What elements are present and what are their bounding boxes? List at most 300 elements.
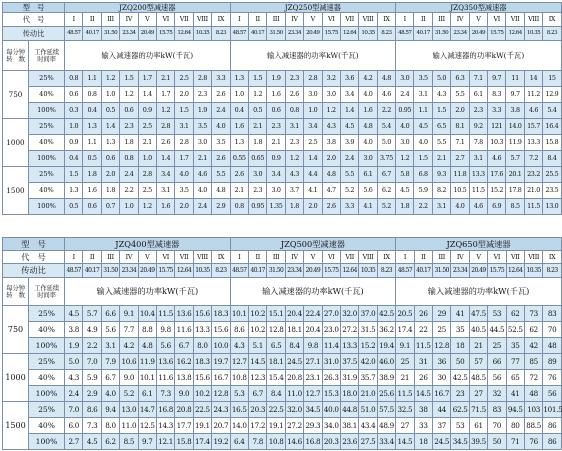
power-value: 3.1 xyxy=(414,87,432,103)
power-value: 4.7 xyxy=(322,183,340,199)
power-value: 3.1 xyxy=(101,338,119,354)
power-value: 47.5 xyxy=(469,306,487,322)
power-value: 0.3 xyxy=(65,103,83,119)
power-value: 20.7 xyxy=(212,418,230,434)
power-value: 10.3 xyxy=(488,135,506,151)
power-value: 15.2 xyxy=(488,183,506,199)
power-value: 2.6 xyxy=(212,151,230,167)
ratio-value: 31.50 xyxy=(101,264,119,278)
gear-label: VI xyxy=(488,251,506,264)
ratio-value: 15.75 xyxy=(488,264,506,278)
power-value: 1.8 xyxy=(101,183,119,199)
gear-label: VII xyxy=(340,251,358,264)
power-value: 34.5 xyxy=(304,402,322,418)
power-value: 3.2 xyxy=(322,71,340,87)
power-value: 34.5 xyxy=(451,434,469,450)
power-value: 3.75 xyxy=(377,151,395,167)
power-value: 1.1 xyxy=(83,135,101,151)
gear-label: V xyxy=(304,251,322,264)
gear-label: I xyxy=(396,251,414,264)
duty-value: 40% xyxy=(29,183,65,199)
power-value: 7.1 xyxy=(451,135,469,151)
power-value: 1.0 xyxy=(101,87,119,103)
power-value: 30 xyxy=(433,370,451,386)
power-value: 8.1 xyxy=(451,119,469,135)
power-value: 8.4 xyxy=(543,151,561,167)
power-value: 18.1 xyxy=(285,322,303,338)
power-value: 2.3 xyxy=(120,119,138,135)
power-value: 57 xyxy=(469,354,487,370)
ratio-value: 8.23 xyxy=(377,27,395,41)
power-value: 23.2 xyxy=(524,167,542,183)
data-row xyxy=(3,306,562,322)
speed-value: 1500 xyxy=(3,167,29,215)
power-value: 53 xyxy=(488,306,506,322)
power-value: 6.3 xyxy=(451,71,469,87)
duty-value: 100% xyxy=(29,199,65,215)
power-value: 8.5 xyxy=(120,434,138,450)
gear-label: IX xyxy=(377,251,395,264)
power-value: 2.2 xyxy=(414,199,432,215)
data-row xyxy=(3,402,562,418)
code-row xyxy=(3,13,562,27)
gear-label: VI xyxy=(156,251,174,264)
power-value: 18 xyxy=(451,338,469,354)
power-value: 27.2 xyxy=(340,322,358,338)
model-name: JZQ400型减速器 xyxy=(65,238,231,251)
power-value: 2.3 xyxy=(469,103,487,119)
power-value: 8.4 xyxy=(285,338,303,354)
power-value: 88.5 xyxy=(524,418,542,434)
power-value: 2.7 xyxy=(451,151,469,167)
power-value: 15.6 xyxy=(193,370,211,386)
power-value: 6.9 xyxy=(488,199,506,215)
power-value: 13.3 xyxy=(469,167,487,183)
power-value: 8.6 xyxy=(230,322,248,338)
power-value: 10.6 xyxy=(120,354,138,370)
gear-label: V xyxy=(138,251,156,264)
power-value: 3.7 xyxy=(285,183,303,199)
ratio-value: 12.64 xyxy=(175,27,193,41)
power-value: 27.2 xyxy=(285,418,303,434)
power-value: 12.1 xyxy=(156,434,174,450)
gear-label: IV xyxy=(451,13,469,27)
power-value: 4.6 xyxy=(488,151,506,167)
ratio-value: 8.23 xyxy=(377,264,395,278)
power-value: 24.3 xyxy=(212,402,230,418)
gear-label: VI xyxy=(322,13,340,27)
power-value: 0.5 xyxy=(101,103,119,119)
power-value: 1.8 xyxy=(83,167,101,183)
gear-label: V xyxy=(304,13,322,27)
power-value: 1.2 xyxy=(156,103,174,119)
power-value: 0.4 xyxy=(65,151,83,167)
power-value: 10.5 xyxy=(451,183,469,199)
power-value: 7.3 xyxy=(156,386,174,402)
power-value: 12.9 xyxy=(543,87,561,103)
power-value: 11.4 xyxy=(322,338,340,354)
power-value: 9.7 xyxy=(506,87,524,103)
power-value: 20.3 xyxy=(322,434,340,450)
power-value: 48 xyxy=(524,386,542,402)
power-value: 0.6 xyxy=(83,199,101,215)
power-value: 17.7 xyxy=(175,418,193,434)
power-value: 10.2 xyxy=(193,386,211,402)
power-value: 50 xyxy=(488,434,506,450)
power-value: 2.3 xyxy=(285,135,303,151)
gear-label: I xyxy=(230,13,248,27)
power-value: 2.4 xyxy=(120,167,138,183)
power-value: 15.8 xyxy=(175,434,193,450)
power-value: 71 xyxy=(506,434,524,450)
ratio-value: 31.50 xyxy=(267,264,285,278)
power-value: 14.5 xyxy=(249,354,267,370)
data-row xyxy=(3,87,562,103)
power-value: 3.5 xyxy=(193,119,211,135)
ratio-value: 15.75 xyxy=(156,27,174,41)
power-value: 15.7 xyxy=(524,119,542,135)
power-value: 8.0 xyxy=(101,418,119,434)
data-row xyxy=(3,322,562,338)
power-value: 27 xyxy=(469,386,487,402)
ratio-value: 48.57 xyxy=(396,27,414,41)
power-value: 3.0 xyxy=(359,151,377,167)
power-value: 42 xyxy=(524,338,542,354)
power-value: 20.3 xyxy=(249,402,267,418)
power-value: 10.8 xyxy=(230,370,248,386)
power-value: 9.8 xyxy=(156,322,174,338)
model-name: JZQ250型减速器 xyxy=(230,3,396,13)
power-value: 48.9 xyxy=(377,418,395,434)
power-value: 26.3 xyxy=(322,370,340,386)
power-value: 1.8 xyxy=(120,135,138,151)
ratio-value: 31.50 xyxy=(101,27,119,41)
gear-label: II xyxy=(83,251,101,264)
power-value: 42.5 xyxy=(451,370,469,386)
power-value: 1.4 xyxy=(340,103,358,119)
power-value: 2.0 xyxy=(175,199,193,215)
power-value: 1.7 xyxy=(138,71,156,87)
power-value: 12.8 xyxy=(267,322,285,338)
spec-table-2 xyxy=(2,237,562,450)
power-value: 11.5 xyxy=(469,183,487,199)
power-value: 1.4 xyxy=(304,151,322,167)
power-value: 9.1 xyxy=(120,306,138,322)
data-row xyxy=(3,119,562,135)
power-value: 83 xyxy=(543,306,561,322)
power-note: 输入减速器的功率kW(千瓦) xyxy=(230,278,396,306)
power-value: 3.5 xyxy=(175,183,193,199)
power-note-row xyxy=(3,41,562,71)
power-value: 1.9 xyxy=(193,103,211,119)
power-value: 9.2 xyxy=(469,119,487,135)
power-value: 12.7 xyxy=(230,354,248,370)
ratio-value: 8.23 xyxy=(212,264,230,278)
power-value: 3.0 xyxy=(267,183,285,199)
gear-label: VII xyxy=(175,13,193,27)
power-value: 16.7 xyxy=(212,370,230,386)
power-value: 11.5 xyxy=(414,338,432,354)
power-value: 2.2 xyxy=(120,183,138,199)
power-value: 3.6 xyxy=(340,71,358,87)
power-value: 5.9 xyxy=(414,183,432,199)
power-value: 6.7 xyxy=(377,167,395,183)
power-value: 5.2 xyxy=(340,183,358,199)
power-value: 4.3 xyxy=(322,119,340,135)
power-value: 5.0 xyxy=(377,135,395,151)
power-value: 1.6 xyxy=(267,87,285,103)
power-value: 4.0 xyxy=(451,199,469,215)
power-value: 0.95 xyxy=(248,199,266,215)
power-value: 13.0 xyxy=(120,402,138,418)
gear-label: II xyxy=(248,13,266,27)
power-value: 77 xyxy=(506,354,524,370)
duty-value: 100% xyxy=(29,386,65,402)
ratio-value: 31.50 xyxy=(433,264,451,278)
power-value: 7.9 xyxy=(101,354,119,370)
power-value: 1.0 xyxy=(230,87,248,103)
duty-value: 40% xyxy=(29,322,65,338)
power-value: 11.5 xyxy=(396,386,414,402)
duty-value: 25% xyxy=(29,306,65,322)
power-value: 2.1 xyxy=(432,151,450,167)
ratio-value: 8.23 xyxy=(543,264,561,278)
ratio-value: 31.50 xyxy=(267,27,285,41)
power-value: 15 xyxy=(543,71,561,87)
power-value: 9.8 xyxy=(304,338,322,354)
ratio-value: 15.75 xyxy=(488,27,506,41)
power-value: 1.7 xyxy=(175,151,193,167)
power-value: 17.4 xyxy=(396,322,414,338)
power-value: 19.4 xyxy=(377,338,395,354)
power-value: 3.0 xyxy=(322,87,340,103)
duty-header: 工作延续 时间率 xyxy=(29,278,65,306)
power-value: 103 xyxy=(524,402,542,418)
power-value: 42.5 xyxy=(377,306,395,322)
power-value: 19.2 xyxy=(212,434,230,450)
power-value: 11.0 xyxy=(285,386,303,402)
power-value: 15.6 xyxy=(212,322,230,338)
power-value: 1.5 xyxy=(120,71,138,87)
power-value: 5.7 xyxy=(506,151,524,167)
gear-label: IV xyxy=(285,13,303,27)
power-value: 6.5 xyxy=(267,338,285,354)
power-value: 40.5 xyxy=(469,322,487,338)
model-label: 型 号 xyxy=(3,3,65,13)
power-value: 35 xyxy=(451,322,469,338)
power-value: 4.0 xyxy=(175,167,193,183)
model-row xyxy=(3,238,562,251)
power-value: 13.3 xyxy=(524,135,542,151)
power-value: 20.1 xyxy=(506,167,524,183)
power-value: 1.9 xyxy=(65,338,83,354)
ratio-value: 40.17 xyxy=(414,27,432,41)
power-value: 121 xyxy=(488,119,506,135)
power-value: 25 xyxy=(433,322,451,338)
power-value: 1.9 xyxy=(267,71,285,87)
power-value: 4.0 xyxy=(101,386,119,402)
power-value: 9.7 xyxy=(138,434,156,450)
gear-label: IV xyxy=(285,251,303,264)
power-value: 86 xyxy=(543,434,561,450)
power-value: 1.2 xyxy=(396,151,414,167)
power-value: 18.1 xyxy=(267,354,285,370)
power-value: 17.8 xyxy=(506,183,524,199)
power-value: 3.0 xyxy=(193,135,211,151)
model-row xyxy=(3,3,562,13)
ratio-value: 40.17 xyxy=(83,27,101,41)
gear-label: III xyxy=(267,251,285,264)
power-value: 7.8 xyxy=(249,434,267,450)
power-value: 12.5 xyxy=(138,418,156,434)
power-value: 36 xyxy=(433,354,451,370)
power-value: 62 xyxy=(524,322,542,338)
power-value: 6.0 xyxy=(65,418,83,434)
ratio-value: 23.34 xyxy=(120,264,138,278)
data-row xyxy=(3,151,562,167)
power-value: 11 xyxy=(506,71,524,87)
power-value: 13.3 xyxy=(340,338,358,354)
power-value: 10.2 xyxy=(249,322,267,338)
power-value: 4.0 xyxy=(414,135,432,151)
power-value: 56 xyxy=(488,370,506,386)
power-value: 33.4 xyxy=(377,434,395,450)
power-value: 9.0 xyxy=(120,370,138,386)
power-value: 1.4 xyxy=(101,119,119,135)
gear-label: V xyxy=(469,251,487,264)
power-value: 2.0 xyxy=(175,87,193,103)
power-value: 2.9 xyxy=(212,199,230,215)
gear-label: VII xyxy=(340,13,358,27)
power-value: 1.5 xyxy=(414,151,432,167)
power-value: 2.3 xyxy=(285,71,303,87)
ratio-value: 40.17 xyxy=(414,264,432,278)
data-row xyxy=(3,418,562,434)
power-value: 2.5 xyxy=(138,183,156,199)
ratio-value: 15.75 xyxy=(156,264,174,278)
power-value: 4.8 xyxy=(138,338,156,354)
power-value: 5.4 xyxy=(543,103,561,119)
power-value: 23.0 xyxy=(322,322,340,338)
gear-label: IX xyxy=(212,251,230,264)
power-value: 46.0 xyxy=(377,354,395,370)
power-value: 6.1 xyxy=(138,386,156,402)
power-value: 0.55 xyxy=(230,151,248,167)
power-value: 4.8 xyxy=(359,119,377,135)
power-value: 1.0 xyxy=(304,103,322,119)
power-value: 6.1 xyxy=(469,87,487,103)
power-value: 38.9 xyxy=(377,370,395,386)
power-value: 70 xyxy=(488,418,506,434)
power-value: 0.8 xyxy=(230,199,248,215)
duty-value: 40% xyxy=(29,135,65,151)
power-value: 35.7 xyxy=(359,370,377,386)
power-value: 8.3 xyxy=(488,87,506,103)
power-value: 3.3 xyxy=(212,71,230,87)
power-value: 1.5 xyxy=(65,167,83,183)
gear-label: V xyxy=(469,13,487,27)
power-value: 4.2 xyxy=(359,71,377,87)
power-value: 0.6 xyxy=(101,151,119,167)
power-value: 51.0 xyxy=(359,402,377,418)
code-row xyxy=(3,251,562,264)
power-value: 2.8 xyxy=(156,119,174,135)
power-value: 3.3 xyxy=(340,199,358,215)
power-value: 4.3 xyxy=(432,87,450,103)
power-value: 1.5 xyxy=(248,71,266,87)
power-value: 4.8 xyxy=(212,183,230,199)
gear-label: VI xyxy=(488,13,506,27)
duty-value: 25% xyxy=(29,167,65,183)
power-value: 14.0 xyxy=(506,119,524,135)
power-value: 7.2 xyxy=(524,151,542,167)
power-value: 2.4 xyxy=(193,199,211,215)
power-value: 3.9 xyxy=(340,135,358,151)
gear-label: III xyxy=(432,13,450,27)
power-value: 38 xyxy=(414,402,432,418)
power-value: 5.2 xyxy=(120,386,138,402)
power-value: 0.4 xyxy=(230,103,248,119)
power-value: 71.5 xyxy=(469,402,487,418)
power-value: 1.8 xyxy=(248,135,266,151)
power-value: 34.0 xyxy=(322,418,340,434)
ratio-value: 12.64 xyxy=(506,264,524,278)
ratio-value: 48.57 xyxy=(230,264,248,278)
power-note-row xyxy=(3,278,562,306)
power-value: 27.0 xyxy=(322,306,340,322)
power-value: 6.2 xyxy=(101,434,119,450)
power-value: 44.8 xyxy=(340,402,358,418)
power-value: 24.5 xyxy=(433,434,451,450)
power-value: 11.9 xyxy=(138,354,156,370)
power-value: 5.9 xyxy=(83,370,101,386)
ratio-value: 23.34 xyxy=(451,27,469,41)
power-value: 4.5 xyxy=(396,183,414,199)
power-value: 26 xyxy=(414,306,432,322)
power-value: 14 xyxy=(524,71,542,87)
power-value: 10.1 xyxy=(230,306,248,322)
power-value: 0.7 xyxy=(101,199,119,215)
gear-label: VI xyxy=(156,13,174,27)
power-value: 2.0 xyxy=(304,199,322,215)
power-value: 7.1 xyxy=(469,71,487,87)
power-value: 25.6 xyxy=(377,386,395,402)
power-value: 62 xyxy=(506,306,524,322)
power-value: 65 xyxy=(506,370,524,386)
power-value: 1.8 xyxy=(396,199,414,215)
power-value: 3.0 xyxy=(396,135,414,151)
power-value: 35 xyxy=(506,338,524,354)
power-value: 85 xyxy=(524,354,542,370)
ratio-value: 20.49 xyxy=(469,27,487,41)
power-value: 6.7 xyxy=(249,386,267,402)
power-value: 2.0 xyxy=(451,103,469,119)
power-value: 8.2 xyxy=(432,183,450,199)
duty-value: 40% xyxy=(29,370,65,386)
power-value: 11.0 xyxy=(120,418,138,434)
model-name: JZQ350型减速器 xyxy=(396,3,562,13)
power-value: 4.0 xyxy=(359,135,377,151)
duty-value: 100% xyxy=(29,338,65,354)
power-value: 16.7 xyxy=(433,386,451,402)
power-value: 6.7 xyxy=(175,338,193,354)
power-value: 2.4 xyxy=(65,386,83,402)
power-value: 1.3 xyxy=(83,119,101,135)
power-value: 0.5 xyxy=(65,199,83,215)
power-value: 5.3 xyxy=(230,386,248,402)
power-value: 3.5 xyxy=(212,135,230,151)
power-value: 15.8 xyxy=(543,135,561,151)
